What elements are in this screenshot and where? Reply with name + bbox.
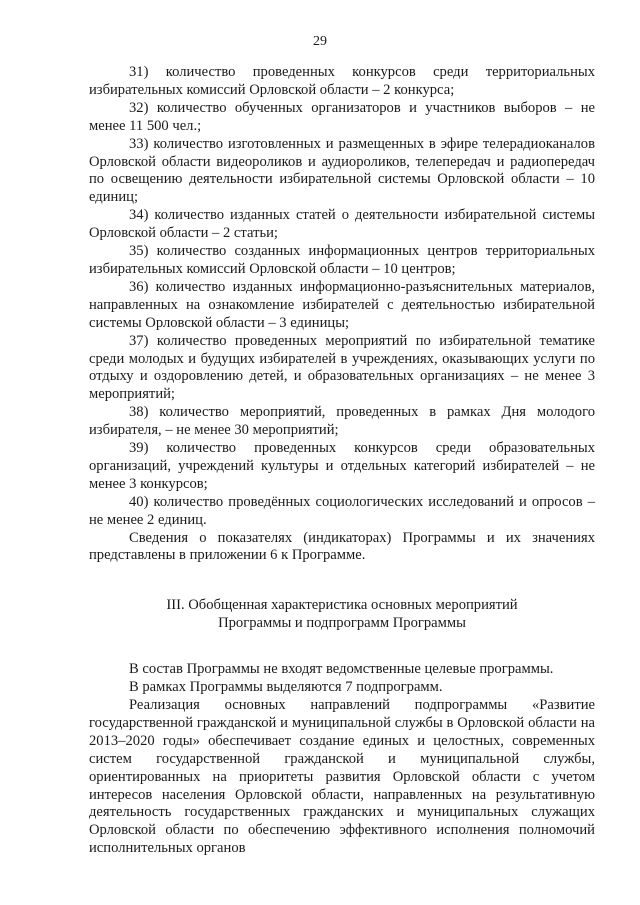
list-item-33: 33) количество изготовленных и размещенных в эфире телерадиоканалов Орловской области видеороликов и аудиороликов, телепередач и радиопередач по освещению деятельности избирательной системы Орловской области – 10 единиц; — [89, 135, 595, 206]
document-body — [89, 64, 595, 858]
list-item-38: 38) количество мероприятий, проведенных в рамках Дня молодого избирателя, – не менее 30 мероприятий; — [89, 404, 595, 439]
list-item-40: 40) количество проведённых социологических исследований и опросов – не менее 2 единиц. — [89, 493, 595, 528]
list-item-31: 31) количество проведенных конкурсов среди территориальных избирательных комиссий Орловской области – 2 конкурса; — [89, 64, 595, 98]
section-heading-line-1: III. Обобщенная характеристика основных мероприятий — [166, 597, 518, 614]
section-paragraph-1: В состав Программы не входят ведомственные целевые программы. — [129, 661, 554, 678]
section-paragraph-3: Реализация основных направлений подпрограммы «Развитие государственной гражданской и муниципальной службы в Орловской области на 2013–2020 годы» обеспечивает создание единых и целостных, современных систем государственной гражданской и муниципальной службы, ориентированных на приоритеты развития Орловской области с учетом интересов населения Орловской области, направленных на результативную деятельность государственных гражданских и муниципальных служащих Орловской области по обеспечению эффективного исполнения полномочий исполнительных органов — [89, 697, 595, 857]
page-number: 29 — [313, 34, 327, 49]
section-paragraph-2: В рамках Программы выделяются 7 подпрограмм. — [129, 679, 443, 696]
list-item-37: 37) количество проведенных мероприятий по избирательной тематике среди молодых и будущих избирателей в учреждениях, оказывающих услуги по отдыху и оздоровлению детей, и образовательных организациях – не менее 3 мероприятий; — [89, 332, 595, 403]
list-item-34: 34) количество изданных статей о деятельности избирательной системы Орловской области – 2 статьи; — [89, 207, 595, 242]
list-item-32: 32) количество обученных организаторов и участников выборов – не менее 11 500 чел.; — [89, 99, 595, 134]
list-item-39: 39) количество проведенных конкурсов среди образовательных организаций, учреждений культуры и отдельных категорий избирателей – не менее 3 конкурсов; — [89, 440, 595, 492]
section-heading — [89, 597, 595, 633]
section-heading-line-2: Программы и подпрограмм Программы — [218, 615, 466, 632]
appendix-note: Сведения о показателях (индикаторах) Программы и их значениях представлены в приложении 6 к Программе. — [89, 529, 595, 564]
list-item-36: 36) количество изданных информационно-разъяснительных материалов, направленных на ознакомление избирателей с деятельностью избирательной системы Орловской области – 3 единицы; — [89, 278, 595, 331]
list-item-35: 35) количество созданных информационных центров территориальных избирательных комиссий Орловской области – 10 центров; — [89, 243, 595, 277]
